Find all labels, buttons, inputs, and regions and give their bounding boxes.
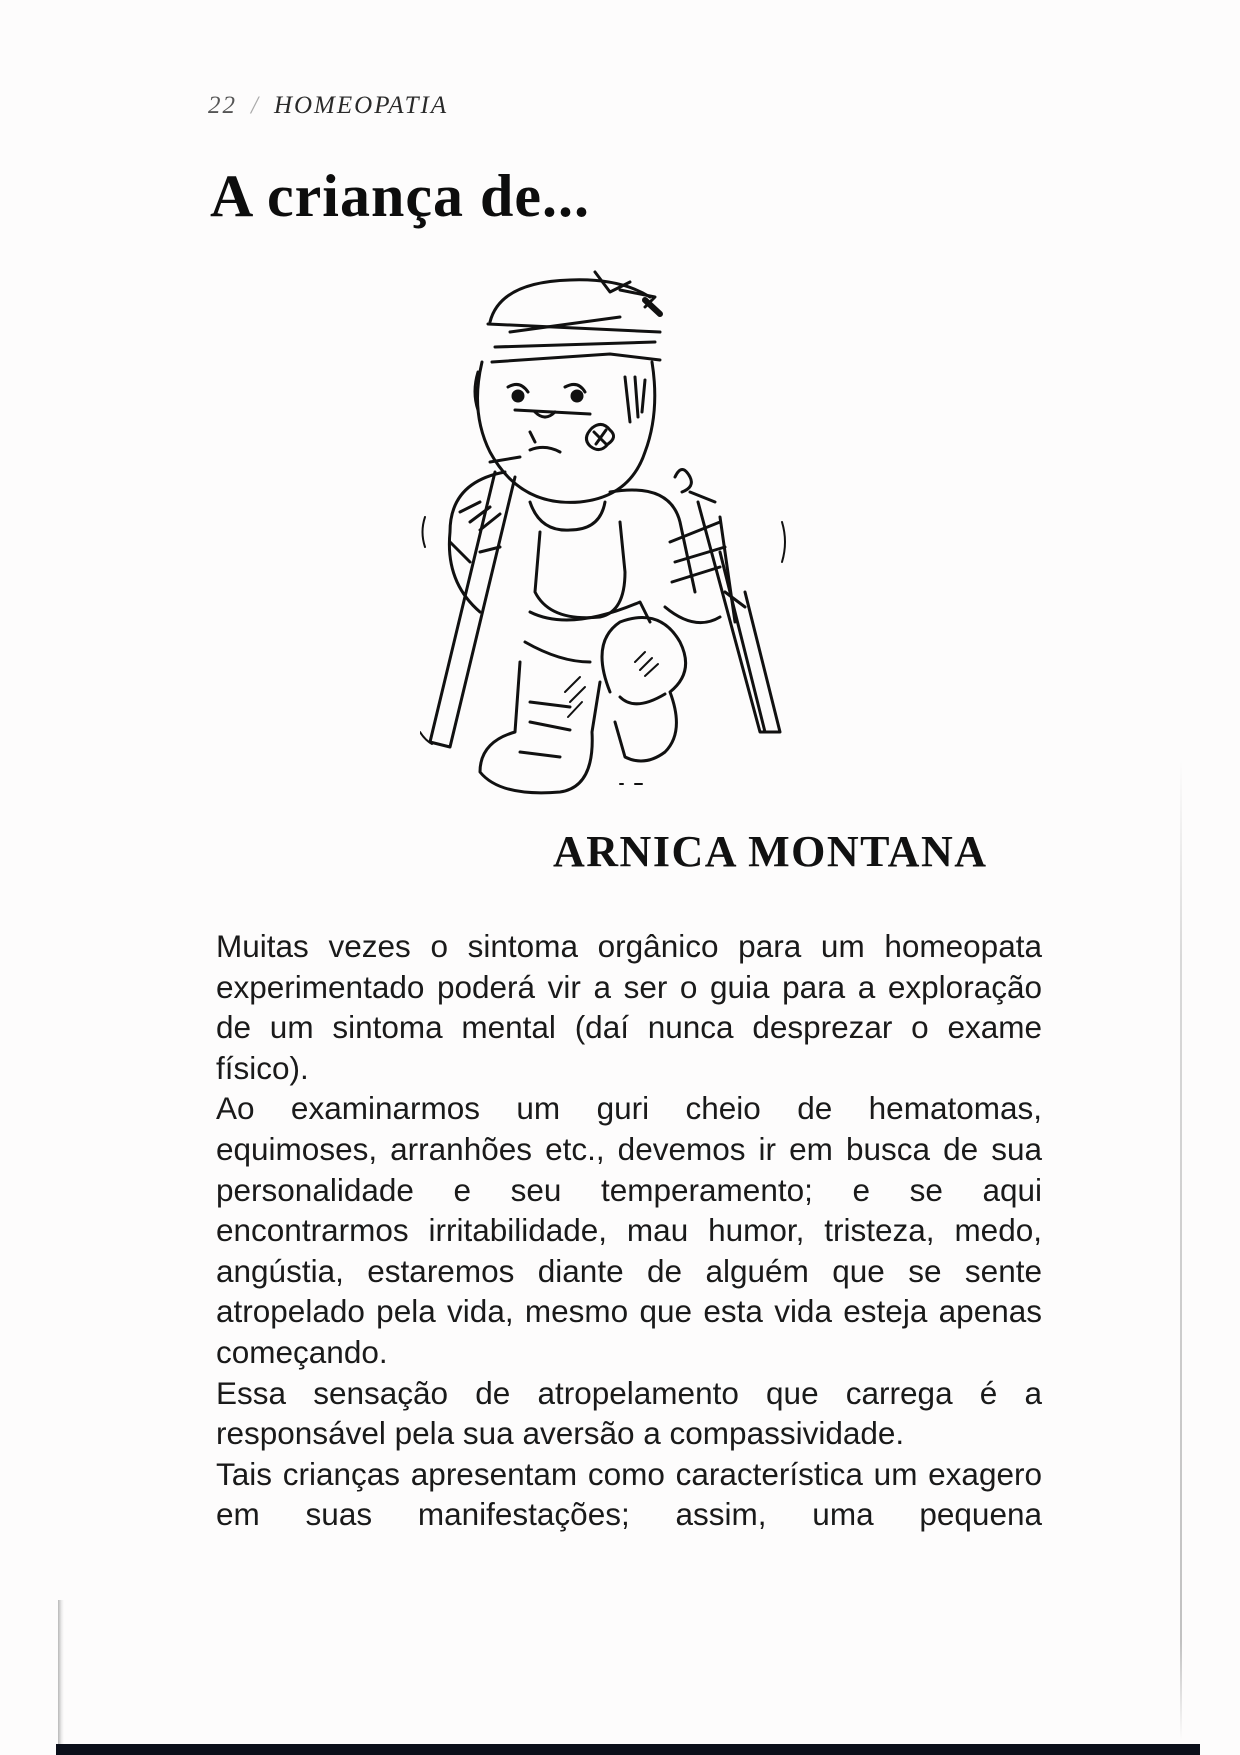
page-edge-shadow-left [58, 1600, 64, 1745]
paragraph: Tais crianças apresentam como característica um exagero em suas manifestações; assim, uma pequena [216, 1455, 1042, 1533]
child-on-crutches-illustration [420, 262, 840, 802]
chapter-title: A criança de... [210, 163, 590, 229]
paragraph: Muitas vezes o sintoma orgânico para um homeopata experimentado poderá vir a ser o guia para a exploração de um sintoma mental (daí nunca desprezar o exame físico). [216, 928, 1042, 1086]
page-number: 22 [208, 92, 237, 119]
header-separator: / [251, 92, 260, 119]
running-header [208, 92, 448, 120]
paragraph: Essa sensação de atropelamento que carrega é a responsável pela sua aversão a compassividade. [216, 1374, 1042, 1452]
page-edge-shadow-right [1180, 760, 1182, 1740]
paragraph: Ao examinarmos um guri cheio de hematomas, equimoses, arranhões etc., devemos ir em busca de sua personalidade e seu temperamento; e se aqui encontrarmos irritabilidade, mau humor, tristeza, medo, angústia, estaremos diante de alguém que se sente atropelado pela vida, mesmo que esta vida esteja apenas começando. [216, 1090, 1042, 1370]
body-text [216, 926, 1042, 1535]
scan-bottom-edge [56, 1744, 1200, 1755]
remedy-heading: ARNICA MONTANA [553, 827, 988, 876]
section-name: HOMEOPATIA [273, 92, 449, 119]
